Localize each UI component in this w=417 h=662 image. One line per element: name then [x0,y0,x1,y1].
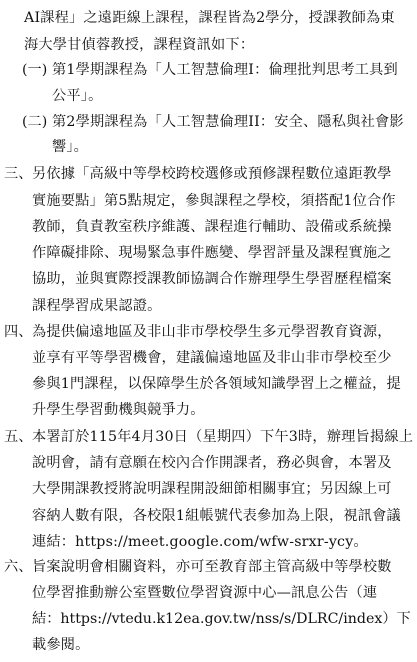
section-5-meeting-link-line: 連結：https://meet.google.com/wfw-srxr-ycy。 [32,533,368,550]
intro-line-1: AI課程」之遠距線上課程，課程皆為2學分，授課教師為東 [24,10,395,26]
section-4-line-4: 升學生學習動機與競爭力。 [32,402,205,419]
section-5-marker: 五、 [4,429,33,445]
section-6-line-1: 旨案說明會相關資料，亦可至教育部主管高級中等學校數 [32,559,392,576]
section-4-line-1: 為提供偏遠地區及非山非市學校學生多元學習教育資源， [32,323,392,340]
section-5-line-1: 本署訂於115年4月30日（星期四）下午3時，辦理旨揭線上 [32,429,414,445]
section-3-line-5: 協助，並與實際授課教師協調合作辦理學生學習歷程檔案 [32,270,392,287]
section-5-line-4: 容納人數有限，各校限1組帳號代表參加為上限，視訊會議 [32,507,401,524]
section-3-line-2: 實施要點」第5點規定，參與課程之學校，須搭配1位合作 [32,193,396,210]
section-6-marker: 六、 [4,559,33,576]
sub-item-2-line-2: 響」。 [52,139,89,156]
sub-item-1-line-2: 公平」。 [52,87,103,104]
section-6-line-2: 位學習推動辦公室暨數位學習資源中心—訊息公告（連 [32,585,378,602]
sub-item-2-line-1: 第2學期課程為「人工智慧倫理II：安全、隱私與社會影 [52,113,404,130]
section-4-line-3: 參與1門課程，以保障學生於各領域知識學習上之權益，提 [32,376,401,393]
section-4-marker: 四、 [4,323,33,340]
sub-item-2-marker: (二) [22,113,48,130]
section-3-line-4: 作障礙排除、現場緊急事件應變、學習評量及課程實施之 [32,244,392,261]
section-6-line-4: 載參閱。 [32,637,90,653]
section-6-link-line: 結：https://vtedu.k12ea.gov.tw/nss/s/DLRC/index）下 [32,611,411,628]
section-3-line-3: 教師，負責教室秩序維護、課程進行輔助、設備或系統操 [32,219,392,235]
section-5-line-2: 說明會，請有意願在校內合作開課者，務必與會，本署及 [32,454,392,471]
section-3-marker: 三、 [4,166,33,183]
section-5-line-3: 大學開課教授將說明課程開設細節相關事宜；另因線上可 [32,480,392,497]
intro-line-2: 海大學甘偵蓉教授，課程資訊如下： [24,36,255,53]
section-3-line-6: 課程學習成果認證。 [32,297,162,314]
section-3-line-1: 另依據「高級中等學校跨校選修或預修課程數位遠距教學 [32,166,392,183]
section-4-line-2: 並享有平等學習機會，建議偏遠地區及非山非市學校至少 [32,350,392,367]
sub-item-1-line-1: 第1學期課程為「人工智慧倫理I：倫理批判思考工具到 [52,61,398,78]
sub-item-1-marker: (一) [22,61,48,78]
